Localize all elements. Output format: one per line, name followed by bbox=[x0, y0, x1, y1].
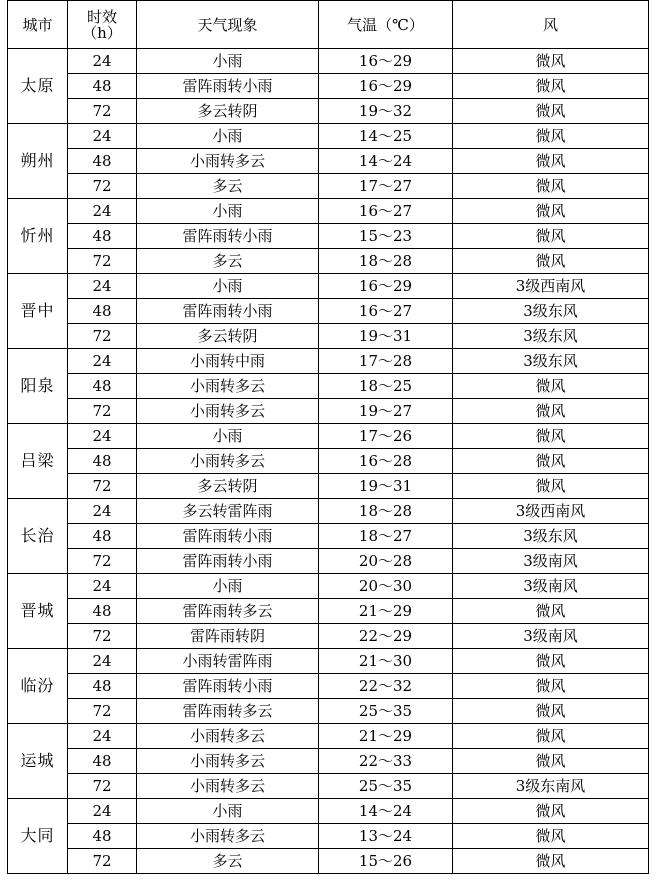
temperature-cell: 16～29 bbox=[319, 74, 453, 99]
weather-cell: 多云 bbox=[137, 174, 319, 199]
temperature-cell: 16～28 bbox=[319, 449, 453, 474]
hours-cell: 72 bbox=[68, 699, 137, 724]
weather-cell: 小雨 bbox=[137, 424, 319, 449]
weather-cell: 雷阵雨转多云 bbox=[137, 599, 319, 624]
temperature-cell: 21～30 bbox=[319, 649, 453, 674]
wind-cell: 微风 bbox=[453, 174, 649, 199]
header-hours-line2: （h） bbox=[82, 23, 122, 42]
weather-cell: 多云转雷阵雨 bbox=[137, 499, 319, 524]
table-row bbox=[8, 449, 649, 474]
wind-cell: 微风 bbox=[453, 374, 649, 399]
wind-cell: 微风 bbox=[453, 849, 649, 874]
temperature-cell: 14～25 bbox=[319, 124, 453, 149]
hours-cell: 48 bbox=[68, 524, 137, 549]
weather-cell: 小雨转多云 bbox=[137, 749, 319, 774]
table-row bbox=[8, 149, 649, 174]
temperature-cell: 22～29 bbox=[319, 624, 453, 649]
hours-cell: 24 bbox=[68, 49, 137, 74]
temperature-cell: 13～24 bbox=[319, 824, 453, 849]
temperature-cell: 25～35 bbox=[319, 774, 453, 799]
weather-cell: 雷阵雨转小雨 bbox=[137, 674, 319, 699]
wind-cell: 微风 bbox=[453, 724, 649, 749]
temperature-cell: 15～26 bbox=[319, 849, 453, 874]
hours-cell: 48 bbox=[68, 374, 137, 399]
wind-cell: 微风 bbox=[453, 249, 649, 274]
wind-cell: 微风 bbox=[453, 424, 649, 449]
table-row bbox=[8, 299, 649, 324]
temperature-cell: 20～30 bbox=[319, 574, 453, 599]
hours-cell: 72 bbox=[68, 174, 137, 199]
table-row bbox=[8, 674, 649, 699]
wind-cell: 3级东风 bbox=[453, 349, 649, 374]
temperature-cell: 17～28 bbox=[319, 349, 453, 374]
temperature-cell: 16～29 bbox=[319, 274, 453, 299]
wind-cell: 微风 bbox=[453, 824, 649, 849]
header-hours-line1: 时效 bbox=[86, 7, 117, 26]
table-row bbox=[8, 74, 649, 99]
weather-cell: 小雨转多云 bbox=[137, 399, 319, 424]
wind-cell: 微风 bbox=[453, 149, 649, 174]
header-temperature: 气温（℃） bbox=[319, 1, 453, 49]
table-header bbox=[8, 1, 649, 49]
temperature-cell: 18～25 bbox=[319, 374, 453, 399]
wind-cell: 微风 bbox=[453, 99, 649, 124]
city-cell: 太原 bbox=[8, 49, 68, 124]
wind-cell: 3级东风 bbox=[453, 299, 649, 324]
weather-cell: 多云转阴 bbox=[137, 474, 319, 499]
table-row bbox=[8, 199, 649, 224]
weather-cell: 雷阵雨转小雨 bbox=[137, 549, 319, 574]
temperature-cell: 19～31 bbox=[319, 324, 453, 349]
hours-cell: 24 bbox=[68, 574, 137, 599]
wind-cell: 微风 bbox=[453, 674, 649, 699]
city-cell: 吕梁 bbox=[8, 424, 68, 499]
wind-cell: 微风 bbox=[453, 399, 649, 424]
header-wind: 风 bbox=[453, 1, 649, 49]
table-body bbox=[8, 49, 649, 874]
table-row bbox=[8, 549, 649, 574]
temperature-cell: 18～28 bbox=[319, 249, 453, 274]
wind-cell: 3级东南风 bbox=[453, 774, 649, 799]
table-row bbox=[8, 724, 649, 749]
city-cell: 朔州 bbox=[8, 124, 68, 199]
city-cell: 忻州 bbox=[8, 199, 68, 274]
weather-cell: 多云 bbox=[137, 849, 319, 874]
temperature-cell: 19～31 bbox=[319, 474, 453, 499]
table-row bbox=[8, 824, 649, 849]
temperature-cell: 17～26 bbox=[319, 424, 453, 449]
table-row bbox=[8, 274, 649, 299]
hours-cell: 24 bbox=[68, 799, 137, 824]
hours-cell: 72 bbox=[68, 774, 137, 799]
hours-cell: 24 bbox=[68, 124, 137, 149]
temperature-cell: 18～27 bbox=[319, 524, 453, 549]
weather-cell: 小雨 bbox=[137, 49, 319, 74]
table-row bbox=[8, 749, 649, 774]
table-row bbox=[8, 774, 649, 799]
table-row bbox=[8, 424, 649, 449]
hours-cell: 24 bbox=[68, 199, 137, 224]
temperature-cell: 16～27 bbox=[319, 199, 453, 224]
wind-cell: 微风 bbox=[453, 599, 649, 624]
wind-cell: 微风 bbox=[453, 799, 649, 824]
table-row bbox=[8, 499, 649, 524]
weather-cell: 小雨转多云 bbox=[137, 824, 319, 849]
table-row bbox=[8, 799, 649, 824]
wind-cell: 微风 bbox=[453, 74, 649, 99]
hours-cell: 48 bbox=[68, 674, 137, 699]
city-cell: 晋中 bbox=[8, 274, 68, 349]
table-row bbox=[8, 174, 649, 199]
city-cell: 大同 bbox=[8, 799, 68, 874]
table-row bbox=[8, 124, 649, 149]
table-row bbox=[8, 624, 649, 649]
wind-cell: 3级东风 bbox=[453, 524, 649, 549]
temperature-cell: 14～24 bbox=[319, 149, 453, 174]
weather-cell: 小雨转多云 bbox=[137, 449, 319, 474]
temperature-cell: 19～27 bbox=[319, 399, 453, 424]
wind-cell: 微风 bbox=[453, 199, 649, 224]
hours-cell: 48 bbox=[68, 299, 137, 324]
table-row bbox=[8, 574, 649, 599]
weather-cell: 雷阵雨转小雨 bbox=[137, 74, 319, 99]
hours-cell: 24 bbox=[68, 724, 137, 749]
hours-cell: 72 bbox=[68, 249, 137, 274]
temperature-cell: 22～32 bbox=[319, 674, 453, 699]
hours-cell: 24 bbox=[68, 349, 137, 374]
weather-cell: 雷阵雨转小雨 bbox=[137, 224, 319, 249]
table-row bbox=[8, 399, 649, 424]
temperature-cell: 21～29 bbox=[319, 599, 453, 624]
wind-cell: 微风 bbox=[453, 699, 649, 724]
weather-cell: 小雨转多云 bbox=[137, 724, 319, 749]
hours-cell: 72 bbox=[68, 474, 137, 499]
hours-cell: 24 bbox=[68, 499, 137, 524]
temperature-cell: 22～33 bbox=[319, 749, 453, 774]
hours-cell: 72 bbox=[68, 624, 137, 649]
weather-cell: 小雨转多云 bbox=[137, 774, 319, 799]
wind-cell: 微风 bbox=[453, 124, 649, 149]
wind-cell: 3级南风 bbox=[453, 574, 649, 599]
header-row bbox=[8, 1, 649, 49]
wind-cell: 3级南风 bbox=[453, 624, 649, 649]
table-row bbox=[8, 649, 649, 674]
hours-cell: 72 bbox=[68, 849, 137, 874]
weather-cell: 小雨 bbox=[137, 274, 319, 299]
weather-cell: 小雨转中雨 bbox=[137, 349, 319, 374]
weather-cell: 小雨转雷阵雨 bbox=[137, 649, 319, 674]
table-row bbox=[8, 374, 649, 399]
table-row bbox=[8, 849, 649, 874]
header-hours bbox=[68, 1, 137, 49]
wind-cell: 微风 bbox=[453, 49, 649, 74]
weather-cell: 小雨 bbox=[137, 199, 319, 224]
table-row bbox=[8, 699, 649, 724]
temperature-cell: 16～27 bbox=[319, 299, 453, 324]
hours-cell: 72 bbox=[68, 99, 137, 124]
temperature-cell: 17～27 bbox=[319, 174, 453, 199]
hours-cell: 72 bbox=[68, 549, 137, 574]
weather-cell: 小雨 bbox=[137, 799, 319, 824]
temperature-cell: 18～28 bbox=[319, 499, 453, 524]
temperature-cell: 19～32 bbox=[319, 99, 453, 124]
wind-cell: 微风 bbox=[453, 474, 649, 499]
hours-cell: 48 bbox=[68, 449, 137, 474]
city-cell: 长治 bbox=[8, 499, 68, 574]
table-row bbox=[8, 224, 649, 249]
temperature-cell: 16～29 bbox=[319, 49, 453, 74]
table-row bbox=[8, 599, 649, 624]
weather-cell: 小雨 bbox=[137, 574, 319, 599]
weather-cell: 小雨 bbox=[137, 124, 319, 149]
city-cell: 临汾 bbox=[8, 649, 68, 724]
wind-cell: 3级南风 bbox=[453, 549, 649, 574]
header-weather: 天气现象 bbox=[137, 1, 319, 49]
hours-cell: 48 bbox=[68, 749, 137, 774]
wind-cell: 微风 bbox=[453, 749, 649, 774]
table-row bbox=[8, 474, 649, 499]
header-city: 城市 bbox=[8, 1, 68, 49]
table-row bbox=[8, 99, 649, 124]
weather-cell: 小雨转多云 bbox=[137, 149, 319, 174]
temperature-cell: 20～28 bbox=[319, 549, 453, 574]
wind-cell: 3级西南风 bbox=[453, 499, 649, 524]
weather-cell: 多云转阴 bbox=[137, 324, 319, 349]
weather-cell: 雷阵雨转阴 bbox=[137, 624, 319, 649]
wind-cell: 3级西南风 bbox=[453, 274, 649, 299]
weather-cell: 多云 bbox=[137, 249, 319, 274]
hours-cell: 24 bbox=[68, 649, 137, 674]
hours-cell: 24 bbox=[68, 424, 137, 449]
wind-cell: 微风 bbox=[453, 224, 649, 249]
table-row bbox=[8, 349, 649, 374]
weather-cell: 雷阵雨转小雨 bbox=[137, 524, 319, 549]
weather-cell: 雷阵雨转多云 bbox=[137, 699, 319, 724]
table-row bbox=[8, 324, 649, 349]
city-cell: 晋城 bbox=[8, 574, 68, 649]
hours-cell: 24 bbox=[68, 274, 137, 299]
temperature-cell: 14～24 bbox=[319, 799, 453, 824]
weather-cell: 雷阵雨转小雨 bbox=[137, 299, 319, 324]
city-cell: 阳泉 bbox=[8, 349, 68, 424]
temperature-cell: 15～23 bbox=[319, 224, 453, 249]
weather-cell: 多云转阴 bbox=[137, 99, 319, 124]
hours-cell: 48 bbox=[68, 74, 137, 99]
hours-cell: 48 bbox=[68, 824, 137, 849]
hours-cell: 72 bbox=[68, 324, 137, 349]
wind-cell: 微风 bbox=[453, 449, 649, 474]
weather-cell: 小雨转多云 bbox=[137, 374, 319, 399]
city-cell: 运城 bbox=[8, 724, 68, 799]
wind-cell: 3级东风 bbox=[453, 324, 649, 349]
weather-forecast-table bbox=[7, 0, 649, 874]
table-row bbox=[8, 249, 649, 274]
temperature-cell: 25～35 bbox=[319, 699, 453, 724]
table-row bbox=[8, 524, 649, 549]
hours-cell: 72 bbox=[68, 399, 137, 424]
hours-cell: 48 bbox=[68, 599, 137, 624]
wind-cell: 微风 bbox=[453, 649, 649, 674]
hours-cell: 48 bbox=[68, 224, 137, 249]
temperature-cell: 21～29 bbox=[319, 724, 453, 749]
table-row bbox=[8, 49, 649, 74]
hours-cell: 48 bbox=[68, 149, 137, 174]
